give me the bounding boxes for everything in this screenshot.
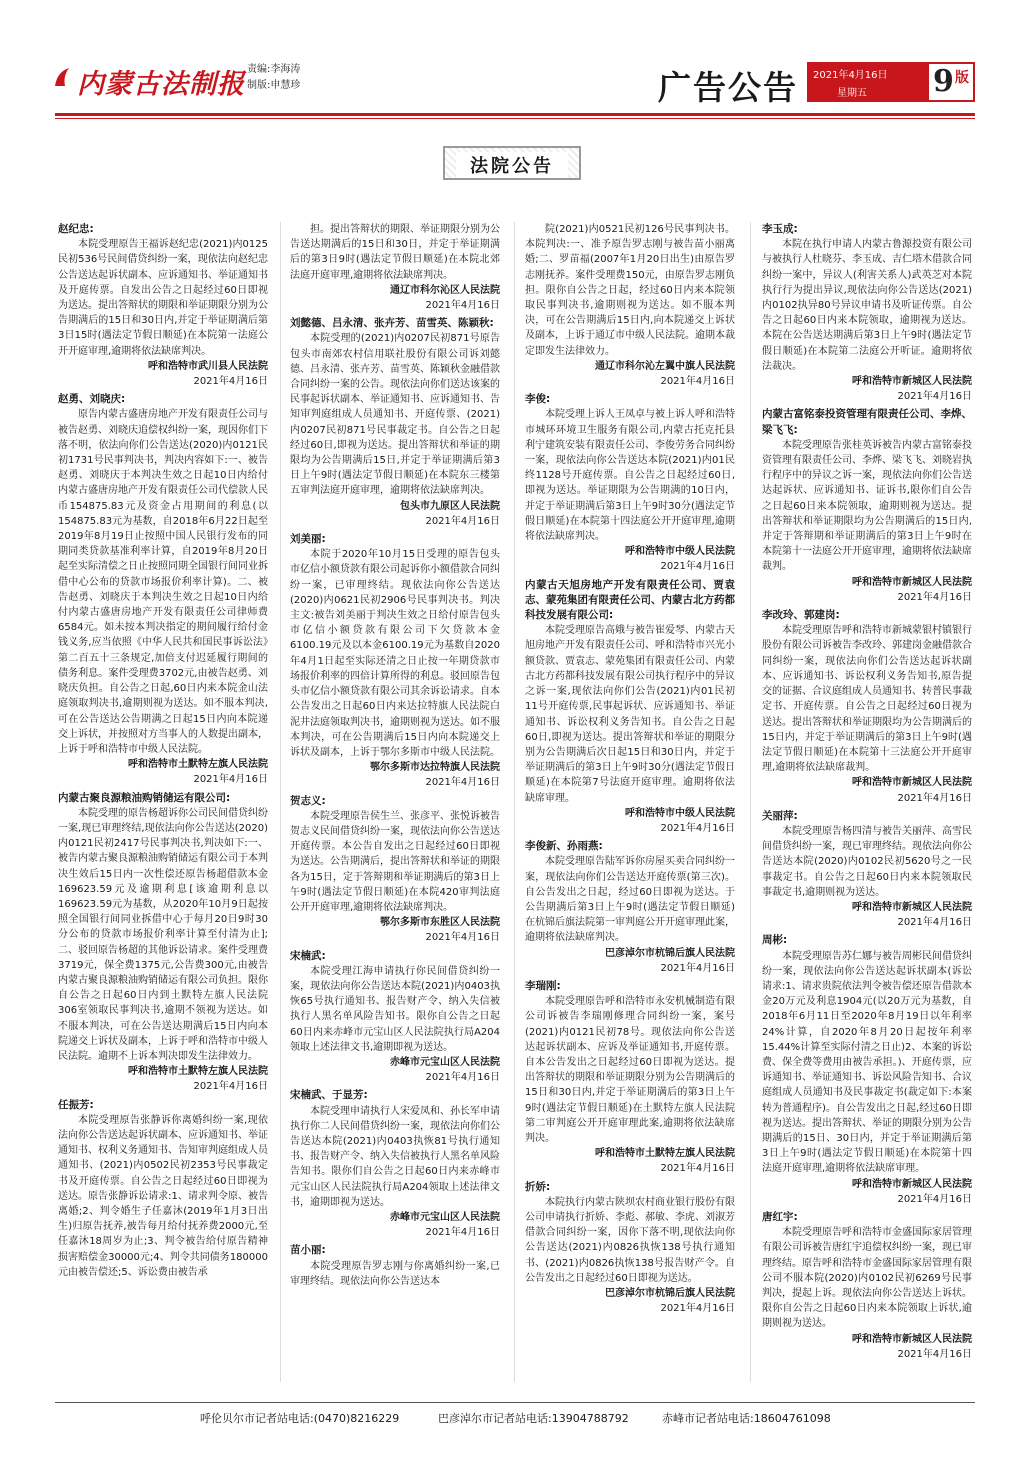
court-notice <box>525 222 735 389</box>
editor-name: 责编:李海涛 <box>247 64 301 75</box>
section-banner <box>443 146 581 180</box>
banner-title: 法院公告 <box>456 152 568 178</box>
notice-court: 通辽市科尔沁左翼中旗人民法院 <box>595 360 735 372</box>
notice-body: 本院受理申请执行人宋爱凤和、孙长军申请执行你二人民间借贷纠纷一案，现依法向你们公告送达本院(2021)内0403执恢81号执行通知书、报告财产令、纳入失信被执行人黑名单风险告知书。限你们自公告之日起60日内来赤峰市元宝山区人民法院执行局A204领取上述法律文书，逾期即视为送达。 <box>290 1105 500 1208</box>
court-notice <box>762 809 972 931</box>
notice-body: 本院受理江海申请执行你民间借贷纠纷一案，现依法向你公告送达本院(2021)内0403执恢65号执行通知书、报告财产令、纳入失信被执行人黑名单风险告知书。限你自公告之日起60日内来赤峰市元宝山区人民法院执行局A204领取上述法律文书,逾期即视为送达。 <box>290 965 500 1053</box>
notice-court: 呼和浩特市新城区人民法院 <box>852 1178 972 1190</box>
notice-addressee: 宋楠武: <box>290 949 326 962</box>
notice-addressee: 李俊: <box>525 393 551 406</box>
court-notice <box>290 532 500 790</box>
court-notice <box>525 979 735 1177</box>
court-notice <box>290 794 500 946</box>
notice-body: 本院受理原告呼和浩特市永安机械制造有限公司诉被告李瑞刚修理合同纠纷一案，案号(2021)内0121民初78号。现依法向你公告送达起诉状副本、应诉及举证通知书,开庭传票。自本公告发出之日起经过60日即视为送达。提出答辩状的期限和举证期限分别为公告期满后的15日和30日内,并定于举证期满后的第3日上午9时(遇法定节假日顺延)在土默特左旗人民法院第二审判庭公开开庭审理此案,逾期将依法缺席判决。 <box>525 996 735 1144</box>
column-2 <box>290 222 500 1390</box>
column-divider <box>280 222 281 1382</box>
notice-addressee: 刘美丽: <box>290 533 326 546</box>
notice-court: 巴彦淖尔市杭锦后旗人民法院 <box>605 1288 735 1300</box>
court-notice <box>525 392 735 574</box>
notice-court: 通辽市科尔沁区人民法院 <box>390 284 500 296</box>
notice-body: 本院受理的(2021)内0207民初871号原告包头市南郊农村信用联社股份有限公司诉刘懿德、吕永清、张卉芳、苗雪英、陈颖秋金融借款合同纠纷一案的公告。现依法向你们送达该案的民事起诉状副本、举证通知书、应诉通知书、告知审判庭组成人员通知书、开庭传票、(2021)内0207民初871号民事裁定书。自公告之日起经过60日,即视为送达。提出答辩状和举证的期限均为公告期满后15日,并定于举证期满后第3日上午9时(遇法定节假日顺延)在本院东三楼第五审判法庭开庭审理，逾期将依法缺席判决。 <box>290 333 500 497</box>
notice-body: 本院受理原告张桂英诉被告内蒙古富铭泰投资管理有限责任公司、李烨、梁飞飞、刘晓岩执行程序中的异议之诉一案，现依法向你们公告送达起诉状、应诉通知书、证诉书,限你们自公告之日起60日来本院领取，逾期则视为送达。提出答辩状和举证期限均为公告期满后的15日内,并定于答辩期和举证期满后的第3日上午9时在本院第十一法庭公开开庭审理，逾期将依法缺席裁判。 <box>762 439 972 573</box>
page-number-box <box>927 62 975 102</box>
page-header <box>55 58 975 110</box>
notice-body: 院(2021)内0521民初126号民事判决书。本院判决:一、准予原告罗志刚与被告苗小丽离婚;二、罗苗福(2007年1月20日出生)由原告罗志刚抚养。案件受理费150元，由原告罗志刚负担。限你自公告之日起，经过60日内来本院领取民事判决书,逾期则视为送达。如不服本判决，可在公告期满后15日内,向本院递交上诉状及副本，上诉于通辽市中级人民法院。逾期本裁定即发生法律效力。 <box>525 224 735 357</box>
issue-date: 2021年4月16日 <box>813 70 888 81</box>
court-notice <box>762 222 972 404</box>
page-number: 9 <box>933 64 954 99</box>
notice-court: 鄂尔多斯市达拉特旗人民法院 <box>370 762 500 774</box>
notice-addressee: 内蒙古天旭房地产开发有限责任公司、贾袁志、蒙苑集团有限责任公司、内蒙古北方药都科技发展有限公司: <box>525 578 735 622</box>
notice-date: 2021年4月16日 <box>425 1227 500 1239</box>
notice-date: 2021年4月16日 <box>660 561 735 573</box>
court-notice <box>290 949 500 1086</box>
notice-date: 2021年4月16日 <box>660 376 735 388</box>
newspaper-logo-mark <box>53 66 71 88</box>
notice-addressee: 苗小丽: <box>290 1244 326 1257</box>
court-notice <box>525 839 735 976</box>
notice-court: 赤峰市元宝山区人民法院 <box>390 1212 500 1223</box>
column-divider <box>750 222 751 1382</box>
court-notice <box>525 578 735 836</box>
notice-addressee: 内蒙古富铭泰投资管理有限责任公司、李烨、梁飞飞: <box>762 408 972 436</box>
notice-body: 本院受理原告高娥与被告崔爱琴、内蒙古天旭房地产开发有限责任公司、呼和浩特市兴光小额贷款、贾袁志、蒙苑集团有限责任公司、内蒙古北方药都科技发展有限公司执行程序中的异议之诉一案,现依法向你们公告(2021)内01民初11号开庭传票,民事起诉状、应诉通知书、举证通知书、诉讼权利义务告知书。自公告之日起60日,即视为送达。提出答辩状和举证的期限分别为公告期满后次日起15日和30日内，并定于举证期满后的第3日上午9时30分(遇法定节假日顺延)在本院第7号法庭开庭审理。逾期将依法缺席审理。 <box>525 625 735 804</box>
notice-addressee: 折娇: <box>525 1180 551 1193</box>
notice-addressee: 李瑞刚: <box>525 979 561 992</box>
notice-date: 2021年4月16日 <box>660 962 735 974</box>
notice-court: 赤峰市元宝山区人民法院 <box>390 1056 500 1068</box>
date-box <box>807 62 927 102</box>
column-4 <box>762 222 972 1390</box>
hulunbuir-station-phone: 呼伦贝尔市记者站电话:(0470)8216229 <box>200 1412 400 1425</box>
notice-body: 本院受理原告王福诉赵纪忠(2021)内0125民初536号民间借贷纠纷一案，现依法向赵纪忠公告送达起诉状副本、应诉通知书、举证通知书及开庭传票。自发出公告之日起经过60日即视为送达。提出答辩状的期限和举证期限分别为公告期满后的15日和30日内,并定于举证期满后第3日15时(遇法定节假日顺延)在本院第一法庭公开开庭审理,逾期将依法缺席判决。 <box>58 239 268 357</box>
notice-addressee: 刘懿德、吕永清、张卉芳、苗雪英、陈颖秋: <box>290 317 494 330</box>
notice-court: 呼和浩特市中级人民法院 <box>625 807 735 819</box>
header-rule <box>55 113 975 116</box>
notice-body: 本院受理原告呼和浩特市金盛国际家居管理有限公司诉被告唐红宇追偿权纠纷一案，现已审理终结。原告呼和浩特市金盛国际家居管理有限公司不服本院(2020)内0102民初6269号民事判决，提起上诉。现依法向你公告送达上诉状。限你自公告之日起60日内来本院领取上诉状,逾期则视为送达。 <box>762 1227 972 1330</box>
court-notice <box>762 608 972 806</box>
notice-date: 2021年4月16日 <box>425 515 500 527</box>
notice-date: 2021年4月16日 <box>425 777 500 789</box>
page-unit: 版 <box>955 70 969 86</box>
notice-body: 本院受理的原告杨超诉你公司民间借贷纠纷一案,现已审理终结,现依法向你公告送达(2020)内0121民初2417号民事判决书,判决如下:一、被告内蒙古聚良源粮油购销储运有限公司于本判决生效后15日内一次性偿还原告杨超借款本金169623.59元及逾期利息[该逾期利息以169623.59元为基数，从2020年10月9日起按照全国银行间同业拆借中心于每月20日9时30分公布的贷款市场报价利率计算至付清为止];二、驳回原告杨超的其他诉讼请求。案件受理费3719元，保全费1375元,公告费300元,由被告内蒙古聚良源粮油购销储运有限公司负担。限你自公告之日起60日内到土默特左旗人民法院306室领取民事判决书,逾期不领视为送达。如不服本判决，可在公告送达期满后15日内向本院递交上诉状及副本，上诉于呼和浩特市中级人民法院。逾期不上诉本判决即发生法律效力。 <box>58 807 268 1062</box>
notice-court: 呼和浩特市土默特左旗人民法院 <box>595 1148 735 1160</box>
notice-addressee: 赵纪忠: <box>58 223 94 235</box>
court-notice <box>58 222 268 389</box>
header-rule-thin <box>55 118 975 119</box>
chifeng-station-phone: 赤峰市记者站电话:18604761098 <box>662 1412 831 1425</box>
court-notice <box>762 407 972 605</box>
notice-body: 本院受理原告苏仁娜与被告周彬民间借贷纠纷一案，现依法向你公告送达起诉状副本(诉讼请求:1、请求贵院依法判令被告偿还原告借款本金20万元及利息1904元(以20万元为基数，自2018年6月11日至2020年8月19日以年利率24%计算，自2020年8月20日起按年利率15.44%计算至实际付清之日止)2、本案的诉讼费、保全费等费用由被告承担。)、开庭传票，应诉通知书、举证通知书、诉讼风险告知书、合议庭组成人员通知书及民事裁定书(裁定如下:本案转为普通程序)。自公告发出之日起,经过60日即视为送达。提出答辩状、举证的期限分别为公告期满后的15日、30日内，并定于举证期满后第3日上午9时(遇法定节假日顺延)在本院第十四法庭开庭审理,逾期将依法缺席审理。 <box>762 950 972 1175</box>
notice-court: 呼和浩特市中级人民法院 <box>625 546 735 558</box>
notice-court: 呼和浩特市新城区人民法院 <box>852 576 972 588</box>
court-notice <box>290 1243 500 1289</box>
notice-date: 2021年4月16日 <box>660 822 735 834</box>
court-notice <box>762 933 972 1207</box>
notice-addressee: 李玉成: <box>762 223 798 235</box>
notice-body: 本院在执行申请人内蒙古鲁源投资有限公司与被执行人杜晓芬、李玉成、吉仁塔木借款合同纠纷一案中，异议人(利害关系人)武英芝对本院执行行为提出异议,现依法向你公告送达(2021)内0102执异80号异议申请书及听证传票。自公告之日起60日内来本院领取，逾期视为送达。本院在公告送达期满后第3日上午9时(遇法定节假日顺延)在本院第二法庭公开听证。逾期将依法裁决。 <box>762 239 972 372</box>
newspaper-logo: 内蒙古法制报 <box>77 69 245 100</box>
notice-court: 呼和浩特市土默特左旗人民法院 <box>128 759 268 771</box>
notice-court: 呼和浩特市武川县人民法院 <box>148 360 268 372</box>
notice-date: 2021年4月16日 <box>425 300 500 312</box>
court-notice <box>290 316 500 529</box>
notice-court: 鄂尔多斯市东胜区人民法院 <box>380 917 500 929</box>
column-divider <box>514 222 515 1382</box>
notice-court: 呼和浩特市新城区人民法院 <box>852 777 972 789</box>
notice-body: 本院受理原告侯生兰、张彦平、张悦诉被告贺志义民间借贷纠纷一案，现依法向你公告送达开庭传票。本公告自发出之日起经过60日即视为送达。公告期满后，提出答辩状和举证的期限各为15日，定于答辩期和举证期满后的第3日上午9时(遇法定节假日顺延)在本院420审判法庭公开开庭审理,逾期将依法缺席判决。 <box>290 810 500 913</box>
court-notice <box>525 1180 735 1317</box>
column-3 <box>525 222 735 1390</box>
column-1 <box>58 222 268 1390</box>
section-title: 广告公告 <box>658 68 798 107</box>
producer-name: 制版:申慧珍 <box>247 80 301 91</box>
notice-court: 呼和浩特市新城区人民法院 <box>852 1333 972 1345</box>
notice-court: 呼和浩特市新城区人民法院 <box>852 901 972 913</box>
notice-body: 本院受理原告杨四清与被告关丽萍、高雪民间借贷纠纷一案，现已审理终结。现依法向你公告送达本院(2020)内0102民初5620号之一民事裁定书。自公告之日起60日内来本院领取民事裁定书,逾期则视为送达。 <box>762 825 972 898</box>
notice-addressee: 内蒙古聚良源粮油购销储运有限公司: <box>58 791 231 804</box>
notice-addressee: 关丽萍: <box>762 809 798 822</box>
notice-body: 本院受理原告罗志刚与你离婚纠纷一案,已审理终结。现依法向你公告送达本 <box>290 1260 500 1287</box>
court-notice <box>290 1088 500 1240</box>
notice-date: 2021年4月16日 <box>193 774 268 786</box>
notice-addressee: 任振芳: <box>58 1098 94 1111</box>
notice-date: 2021年4月16日 <box>897 591 972 603</box>
bayannur-station-phone: 巴彦淖尔市记者站电话:13904788792 <box>438 1412 629 1425</box>
notice-addressee: 唐红宇: <box>762 1211 798 1223</box>
notice-date: 2021年4月16日 <box>897 917 972 929</box>
footer-rule <box>55 1402 975 1403</box>
editor-credits <box>247 62 300 94</box>
notice-date: 2021年4月16日 <box>660 1303 735 1315</box>
notice-date: 2021年4月16日 <box>897 391 972 403</box>
notice-addressee: 周彬: <box>762 934 788 947</box>
notice-court: 巴彦淖尔市杭锦后旗人民法院 <box>605 947 735 959</box>
notice-date: 2021年4月16日 <box>425 1072 500 1084</box>
notice-addressee: 李改玲、郭建岗: <box>762 609 840 622</box>
notice-addressee: 赵勇、刘晓庆: <box>58 393 126 406</box>
notice-body: 本院受理原告呼和浩特市新城蒙银村镇银行股份有限公司诉被告李改玲、郭建岗金融借款合同纠纷一案，现依法向你们公告送达起诉状副本、应诉通知书、诉讼权利义务告知书,原告提交的证据、合议庭组成人员通知书、转普民事裁定书、开庭传票。自公告之日起经过60日视为送达。提出答辩状和举证期限均为公告期满后的15日内，并定于举证期满后的第3日上午9时(遇法定节假日顺延)在本院第十三法庭公开开庭审理,逾期将依法缺席裁判。 <box>762 625 972 774</box>
notice-body: 本院受理原告张静诉你离婚纠纷一案,现依法向你公告送达起诉状副本、应诉通知书、举证通知书、权利义务通知书、告知审判庭组成人员通知书、(2021)内0502民初2353号民事裁定书及开庭传票。自公告之日起经过60日即视为送达。原告张静诉讼请求:1、请求判令原、被告离婚;2、判令婚生子任嘉沐(2019年1月3日出生)归原告抚养,被告每月给付抚养费2000元,至任嘉沐18周岁为止;3、判令被告给付原告精神损害赔偿金30000元;4、判令共同债务180000元由被告偿还;5、诉讼费由被告承 <box>58 1114 268 1278</box>
notice-date: 2021年4月16日 <box>897 1193 972 1205</box>
court-notice <box>58 1098 268 1280</box>
notice-body: 本院受理上诉人王凤卓与被上诉人呼和浩特市城环环境卫生服务有限公司,内蒙古托克托县利宁建筑安装有限责任公司、李俊劳务合同纠纷一案，现依法向你公告送达本院(2021)内01民终1128号开庭传票。自公告之日起经过60日,即视为送达。举证期限为公告期满的10日内，并定于举证期满后第3日上午9时30分(遇法定节假日顺延)在本院第十四法庭公开开庭审理,逾期将依法缺席判决。 <box>525 409 735 543</box>
notice-date: 2021年4月16日 <box>425 932 500 944</box>
notice-court: 呼和浩特市新城区人民法院 <box>852 376 972 388</box>
notice-date: 2021年4月16日 <box>193 1081 268 1093</box>
court-notice <box>58 791 268 1095</box>
notice-body: 本院于2020年10月15日受理的原告包头市亿信小额贷款有限公司起诉你小额借款合同纠纷一案，已审理终结。现依法向你公告送达(2020)内0621民初2906号民事判决书。判决主文:被告刘美丽于判决生效之日给付原告包头市亿信小额贷款有限公司下欠贷款本金6100.19元及以本金6100.19元为基数自2020年4月1日起至实际还清之日止按一年期贷款市场报价利率的四倍计算所得的利息。驳回原告包头市亿信小额贷款有限公司其余诉讼请求。自本公告发出之日起60日内来达拉特旗人民法院白泥井法庭领取判决书，逾期则视为送达。如不服本判决，可在公告期满后15日内向本院递交上诉状及副本，上诉于鄂尔多斯市中级人民法院。 <box>290 549 500 758</box>
notice-court: 包头市九原区人民法院 <box>400 500 500 512</box>
notice-date: 2021年4月16日 <box>897 1348 972 1360</box>
notice-body: 担。提出答辩状的期限、举证期限分别为公告送达期满后的15日和30日，并定于举证期满后的第3日9时(遇法定节假日顺延)在本院北郊法庭开庭审理,逾期将依法缺席判决。 <box>290 224 500 281</box>
notice-date: 2021年4月16日 <box>660 1163 735 1175</box>
notice-court: 呼和浩特市土默特左旗人民法院 <box>128 1066 268 1078</box>
court-notice <box>290 222 500 313</box>
notice-body: 原告内蒙古盛唐房地产开发有限责任公司与被告赵勇、刘晓庆追偿权纠纷一案，现因你们下落不明，依法向你们公告送达(2020)内0121民初1731号民事判决书，判决内容如下:一、被告赵勇、刘晓庆于本判决生效之日起10日内给付内蒙古盛唐房地产开发有限责任公司代偿款人民币154875.83元及资金占用期间的利息(以154875.83元为基数，自2018年6月22日起至2019年8月19日止按照中国人民银行发布的同期同类贷款基准利率计算，自2019年8月20日起至实际清偿之日止按照同期全国银行间同业拆借中心公布的贷款市场报价利率计算)。二、被告赵勇、刘晓庆于本判决生效之日起10日内给付内蒙古盛唐房地产开发有限责任公司律师费6584元。如未按本判决指定的期间履行给付金钱义务,应当依照《中华人民共和国民事诉讼法》第二百五十三条规定,加倍支付迟延履行期间的债务利息。案件受理费3702元,由被告赵勇、刘晓庆负担。自公告之日起,60日内来本院金山法庭领取判决书,逾期则视为送达。如不服本判决,可在公告送达公告期满之日起15日内向本院递交上诉状，并按照对方当事人的人数提出副本，上诉于呼和浩特市中级人民法院。 <box>58 409 268 755</box>
notice-addressee: 贺志义: <box>290 794 326 807</box>
notice-addressee: 宋楠武、于显芳: <box>290 1089 368 1102</box>
court-notice <box>58 392 268 787</box>
notice-body: 本院受理原告陆军诉你房屋买卖合同纠纷一案，现依法向你们公告送达开庭传票(第三次)。自公告发出之日起，经过60日即视为送达。于公告期满后第3日上午9时(遇法定节假日顺延)在杭锦后旗法院第一审判庭公开开庭审理此案，逾期将依法缺席判决。 <box>525 856 735 944</box>
notice-date: 2021年4月16日 <box>193 376 268 388</box>
notice-date: 2021年4月16日 <box>897 792 972 804</box>
court-notice <box>762 1210 972 1362</box>
notice-body: 本院执行内蒙古陕坝农村商业银行股份有限公司申请执行折娇、李彪、郝敏、李虎、刘淑芳借款合同纠纷一案，因你下落不明,现依法向你公告送达(2021)内0826执恢138号执行通知书、(2021)内0826执恢138号报告财产令。自公告发出之日起经过60日即视为送达。 <box>525 1196 735 1284</box>
notice-addressee: 李俊新、孙雨燕: <box>525 840 603 853</box>
issue-weekday: 星期五 <box>837 88 867 99</box>
